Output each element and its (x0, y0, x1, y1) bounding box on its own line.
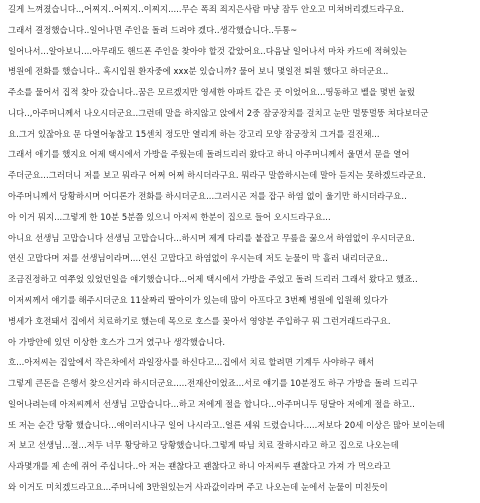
text-line: 그렇게 큰돈을 은행서 찾으신거라 하시더군요.....전재산이었죠...서로 얘기를 10분정도 하구 가방을 돌려 드리구 (8, 378, 418, 389)
text-line: 주더군요...그러더니 저를 보고 뭐라구 어쩌 어쩌 하시더라구요. 뭐라구 말씀하시는데 말아 듣지는 못하겠드라군요. (8, 170, 426, 181)
text-line: 아 이거 뭐지...그렇게 한 10분 5분쯤 있으니 아저씨 한분이 집으로 들어 오시드라구요... (8, 211, 331, 222)
text-line: 저 보고 선생님...절...저두 너무 황당하고 당황했습니다.그렇게 따님 치료 잘하시라고 하고 집으로 나오는데 (8, 440, 399, 451)
text-line: 요.그거 있잖아요 문 다열어놓찮고 15센치 정도만 열리게 하는 강고리 모양 잠궁장치 그거를 걸진채... (8, 128, 380, 139)
text-line: 길게 느껴졌습니다..,어찌지..어찌지..이찌지.....무슨 폭죄 죄지은사람 마냥 잠두 안오고 미쳐버리겠드라구요. (8, 4, 405, 14)
text-line: 병세가 호전돼서 집에서 치료하기로 했는데 목으로 호스를 꽂아서 영양분 주입하구 뭐 그런거래드라구요. (8, 315, 391, 326)
text-line: 니다..,아주머니께서 나오시더군요..그런데 말을 하지않고 앉에서 2중 잠궁장치를 걸치고 눈만 멀뚱멀뚱 쳐다보더군 (8, 107, 429, 118)
text-line: 와 이거도 미치겠드라고요...주머니에 3만원있는거 사과값이라며 주고 나오는데 눈에서 눈물이 미친듯이 (8, 481, 388, 492)
text-line: 아 가방안에 있던 이상한 호스가 그거 였구나 생각했습니다. (8, 336, 226, 347)
text-line: 병원에 전화를 했습니다.. 혹시입원 환자중에 xxx분 있습니까? 물어 보니 몇일전 퇴원 했다고 하더군요.. (8, 66, 389, 77)
text-line: 일어나려는데 아저씨께서 선생님 고맙습니다...하고 저에게 절을 합니다...아주머니두 덩달아 저에게 절을 하고.. (8, 398, 415, 409)
text-line: 연신 고맙다며 저를 선생님이라며....연신 고맙다고 하염없이 우시는데 저도 눈물이 막 흘러 내리더군요.. (8, 253, 388, 264)
text-line: 사과몇개를 제 손에 쥐어 주십니다..아 저는 괜찮다고 괜찮다고 하니 아저씨두 괜찮다고 가져 가 먹으라고 (8, 461, 391, 472)
text-line: 흐...아저씨는 집앞에서 작은차에서 과일장사를 하신다고...집에서 치료 할려면 기계두 사야하구 해서 (8, 357, 375, 368)
text-line: 이저씨께서 얘기를 해주시더군요 11살짜리 딸아이가 있는데 많이 아프다고 3번째 병원에 입원해 있다가 (8, 294, 388, 305)
text-line: 일어나서...알아보니....아무래도 핸드폰 주인을 찾아야 할것 같았어요..다음날 일어나서 마차 카드에 적혀있는 (8, 45, 407, 56)
text-line: 조금진정하고 여쭈었 있었던일을 얘기했습니다...어제 택시에서 가방을 주었고 돌려 드리러 그래서 왔다고 했죠.. (8, 274, 418, 285)
text-line: 아니요 선생님 고맙습니다 선생님 고맙습니다...하시며 제게 다리를 붙잡고 무릎을 꿇으셔 하염없이 우시더군요. (8, 232, 415, 243)
text-line: 또 저는 순간 당황 했습니다...얘이러시나구 일어 나시라고..얼른 세워 드렸습니다.....저보다 20세 이상은 많아 보이는데 (8, 419, 445, 430)
text-line: 그래서 결정했습니다..일어나면 주인을 돌려 드려야 겠다..생각했습니다..두통~ (8, 24, 298, 35)
text-line: 주소를 물어서 집적 찾아 갔습니다..꿈은 모르겠지만 영세한 아파트 같은 곳 이었어요...띵동하고 벨을 몇번 눌렀 (8, 87, 415, 98)
text-line: 그래서 애기를 했지요 어제 택시에서 가방을 주웠는데 돌려드리러 왔다고 하니 아주머니께서 울면서 문을 열어 (8, 149, 410, 160)
text-line: 아주머니께서 당황하시며 어디론가 전화를 하시더군요...그러시곤 저를 잡구 하염 없이 울기만 하시더라구요.. (8, 191, 407, 202)
